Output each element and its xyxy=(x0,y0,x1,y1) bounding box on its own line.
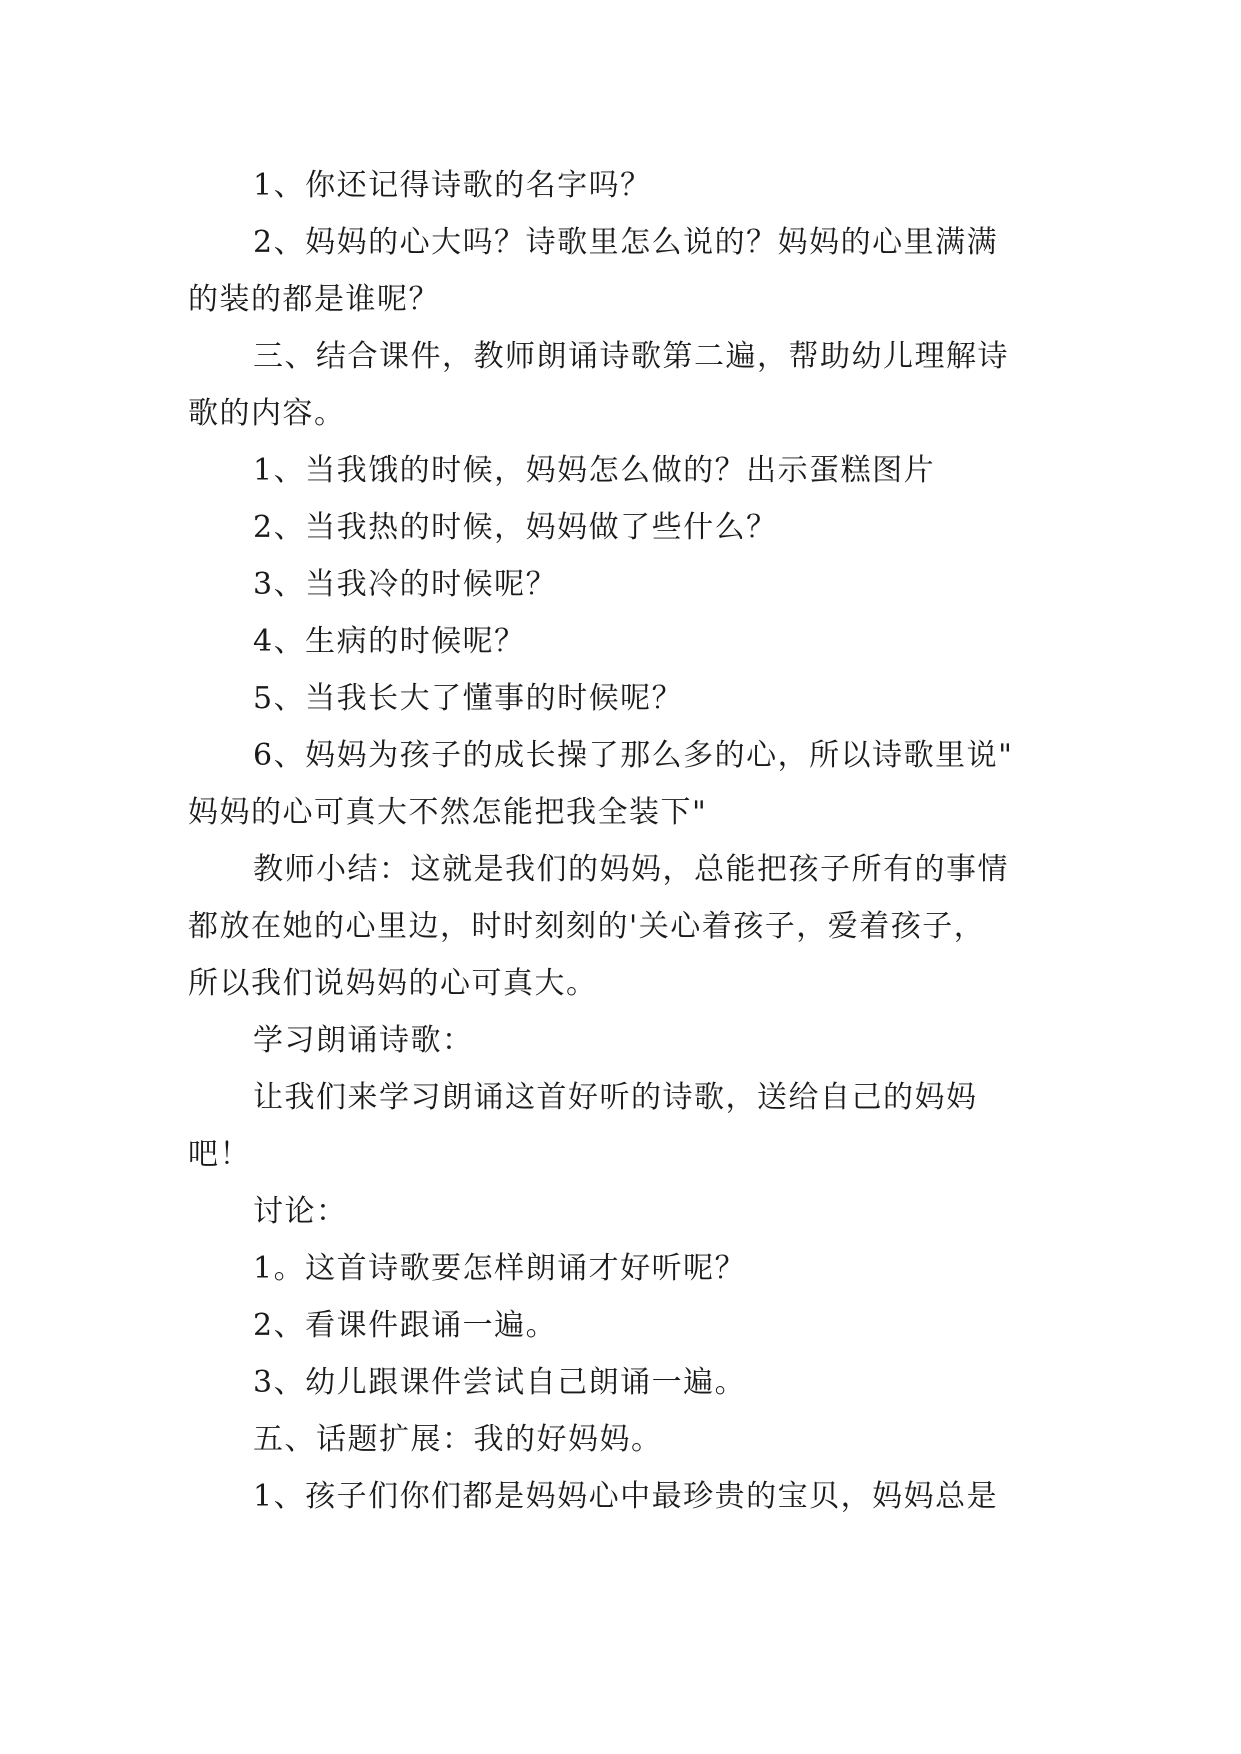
text-line: 教师小结：这就是我们的妈妈，总能把孩子所有的事情 xyxy=(253,852,1009,887)
text-line: 2、看课件跟诵一遍。 xyxy=(253,1308,558,1343)
text-line: 吧！ xyxy=(188,1137,251,1172)
text-line: 3、当我冷的时候呢？ xyxy=(253,567,558,602)
text-line: 1、当我饿的时候，妈妈怎么做的？出示蛋糕图片 xyxy=(253,453,936,488)
text-line: 2、妈妈的心大吗？诗歌里怎么说的？妈妈的心里满满 xyxy=(253,225,999,260)
text-line: 的装的都是谁呢？ xyxy=(188,282,440,317)
text-line: 歌的内容。 xyxy=(188,396,346,431)
text-line: 所以我们说妈妈的心可真大。 xyxy=(188,966,598,1001)
text-line: 3、幼儿跟课件尝试自己朗诵一遍。 xyxy=(253,1365,747,1400)
text-line: 6、妈妈为孩子的成长操了那么多的心，所以诗歌里说" xyxy=(253,738,1014,773)
text-line: 讨论： xyxy=(253,1194,348,1229)
text-line: 让我们来学习朗诵这首好听的诗歌，送给自己的妈妈 xyxy=(253,1080,978,1115)
text-line: 三、结合课件，教师朗诵诗歌第二遍，帮助幼儿理解诗 xyxy=(253,339,1009,374)
text-line: 1、孩子们你们都是妈妈心中最珍贵的宝贝，妈妈总是 xyxy=(253,1479,999,1514)
text-line: 2、当我热的时候，妈妈做了些什么？ xyxy=(253,510,778,545)
text-line: 五、话题扩展：我的好妈妈。 xyxy=(253,1422,663,1457)
text-line: 1、你还记得诗歌的名字吗？ xyxy=(253,168,652,203)
text-line: 学习朗诵诗歌： xyxy=(253,1023,474,1058)
text-line: 4、生病的时候呢？ xyxy=(253,624,526,659)
text-line: 1。这首诗歌要怎样朗诵才好听呢？ xyxy=(253,1251,747,1286)
text-line: 都放在她的心里边，时时刻刻的'关心着孩子，爱着孩子， xyxy=(188,909,986,944)
text-line: 妈妈的心可真大不然怎能把我全装下" xyxy=(188,795,708,830)
text-line: 5、当我长大了懂事的时候呢？ xyxy=(253,681,684,716)
